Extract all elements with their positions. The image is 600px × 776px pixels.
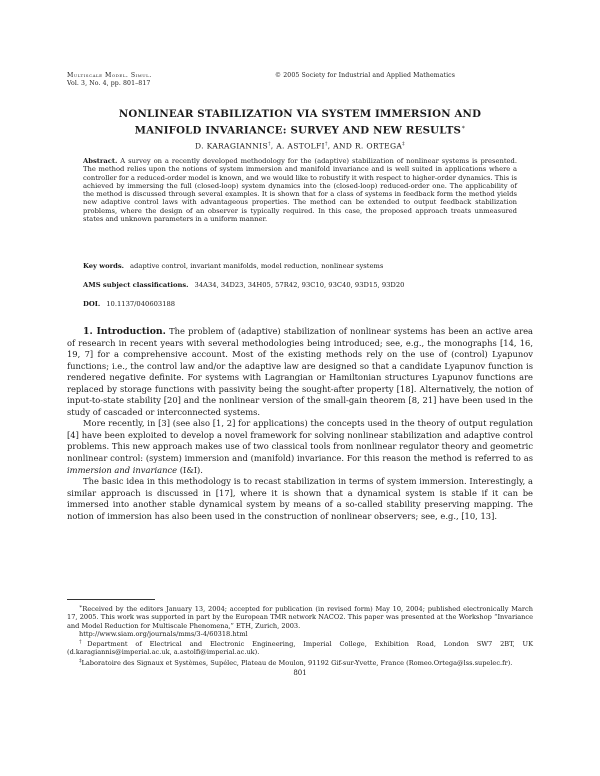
method-name: immersion and invariance — [67, 464, 178, 475]
title-line-1: NONLINEAR STABILIZATION VIA SYSTEM IMMERSION AND — [118, 108, 482, 120]
keywords — [83, 262, 517, 270]
footnote-2-mark: † — [79, 639, 88, 645]
author-3-mark: ‡ — [402, 141, 405, 147]
abstract — [83, 157, 517, 223]
footnote-1-mark: ∗ — [79, 604, 83, 610]
ams-text: 34A34, 34D23, 34H05, 57R42, 93C10, 93C40, 93D15, 93D20 — [194, 281, 405, 289]
ams-label: AMS subject classifications. — [83, 281, 189, 289]
footnote-2 — [67, 638, 533, 657]
ams-classifications — [83, 281, 517, 289]
footnote-3 — [67, 657, 533, 667]
journal-header — [67, 72, 227, 88]
intro-paragraph-1 — [67, 326, 533, 418]
footnote-3-text: Laboratoire des Signaux et Systèmes, Supélec, Plateau de Moulon, 91192 Gif-sur-Yvette, France (Romeo.Ortega@lss.supelec.fr). — [81, 658, 513, 667]
footnote-rule — [67, 599, 155, 600]
intro-paragraph-2-text: More recently, in [3] (see also [1, 2] for applications) the concepts used in the theory of output regulation [4] have been exploited to develop a novel framework for solving nonlinear stabilization and adaptive control problems. This new approach makes use of two classical tools from nonlinear regulator theory and geometric nonlinear control: (system) immersion and (manifold) invariance. For this reason the method is referred to as — [67, 418, 533, 464]
author-list — [150, 141, 450, 151]
footnote-1 — [67, 603, 533, 630]
intro-paragraph-1-text: The problem of (adaptive) stabilization of nonlinear systems has been an active area of research in recent years with several methodologies being introduced; see, e.g., the monographs [14, 16, 19, 7] for a comprehensive account. Most of the existing methods rely on the use of (control) Lyapunov functions; i.e., the control law and/or the adaptive law are designed so that a candidate Lyapunov function is rendered negative definite. For systems with Lagrangian or Hamiltonian structures Lyapunov functions are replaced by storage functions with passivity being the sought-after property [18]. Alternatively, the notion of input-to-state stability [20] and the nonlinear version of the small-gain theorem [8, 21] have been used in the study of cascaded or interconnected systems. — [67, 326, 534, 417]
author-3: , AND R. ORTEGA — [327, 141, 403, 151]
author-2: , A. ASTOLFI — [270, 141, 325, 151]
page-number: 801 — [293, 669, 307, 677]
copyright-notice: © 2005 Society for Industrial and Applied Mathematics — [274, 72, 455, 79]
abstract-text: A survey on a recently developed methodology for the (adaptive) stabilization of nonlinear systems is presented. The method relies upon the notions of system immersion and manifold invariance and is well suited in applications where a controller for a reduced-order model is known, and we would like to robustify it with respect to higher-order dynamics. This is achieved by immersing the full (closed-loop) system dynamics into the (closed-loop) reduced-order one. The applicability of the method is discussed through several examples. It is shown that for a class of systems in feedback form the method yields new adaptive control laws with advantageous properties. The method can be extended to output feedback stabilization problems, where the design of an observer is typically required. In this case, the proposed approach treats unmeasured states and unknown parameters in a uniform manner. — [83, 157, 518, 223]
intro-paragraph-3-text: The basic idea in this methodology is to recast stabilization in terms of system immersion. Interestingly, a similar approach is discussed in [17], where it is shown that a dynamical system is stable if it can be immersed into another stable dynamical system by means of a so-called stability preserving mapping. The notion of immersion has also been used in the construction of nonlinear observers; see, e.g., [10, 13]. — [67, 476, 533, 521]
keywords-label: Key words. — [83, 262, 125, 270]
title-line-2: MANIFOLD INVARIANCE: SURVEY AND NEW RESULTS — [134, 124, 462, 137]
doi — [83, 300, 517, 308]
journal-volume: Vol. 3, No. 4, pp. 801–817 — [67, 80, 151, 87]
intro-paragraph-2 — [67, 418, 533, 476]
footnote-2-text: Department of Electrical and Electronic Engineering, Imperial College, Exhibition Road, London SW7 2BT, UK (d.karagiannis@imperial.ac.uk, a.astolfi@imperial.ac.uk). — [67, 640, 534, 657]
title-footnote-mark: ∗ — [461, 124, 466, 131]
introduction-section — [67, 326, 533, 522]
method-abbrev: (I&I). — [179, 464, 203, 475]
author-1-mark: † — [267, 141, 271, 147]
paper-title — [110, 108, 490, 137]
section-heading: 1. Introduction. — [83, 326, 166, 337]
author-1: D. KARAGIANNIS — [195, 141, 268, 151]
doi-text: 10.1137/040603188 — [106, 300, 176, 308]
footnote-1-url[interactable]: http://www.siam.org/journals/mms/3-4/60318.html — [79, 629, 248, 638]
abstract-label: Abstract. — [83, 157, 118, 165]
keywords-text: adaptive control, invariant manifolds, model reduction, nonlinear systems — [130, 262, 384, 270]
footnote-3-mark: ‡ — [79, 657, 82, 664]
footnotes — [67, 603, 533, 667]
doi-label: DOI. — [83, 300, 101, 308]
intro-paragraph-3 — [67, 476, 533, 522]
journal-name: Multiscale Model. Simul. — [67, 72, 152, 79]
author-2-mark: † — [324, 141, 328, 147]
footnote-1-text: Received by the editors January 13, 2004; accepted for publication (in revised form) May 10, 2004; published electronically March 17, 2005. This work was supported in part by the European TMR network NACO2. This paper was presented at the Workshop “Invariance and Model Reduction for Multiscale Phenomena,” ETH, Zurich, 2003. — [67, 605, 533, 630]
